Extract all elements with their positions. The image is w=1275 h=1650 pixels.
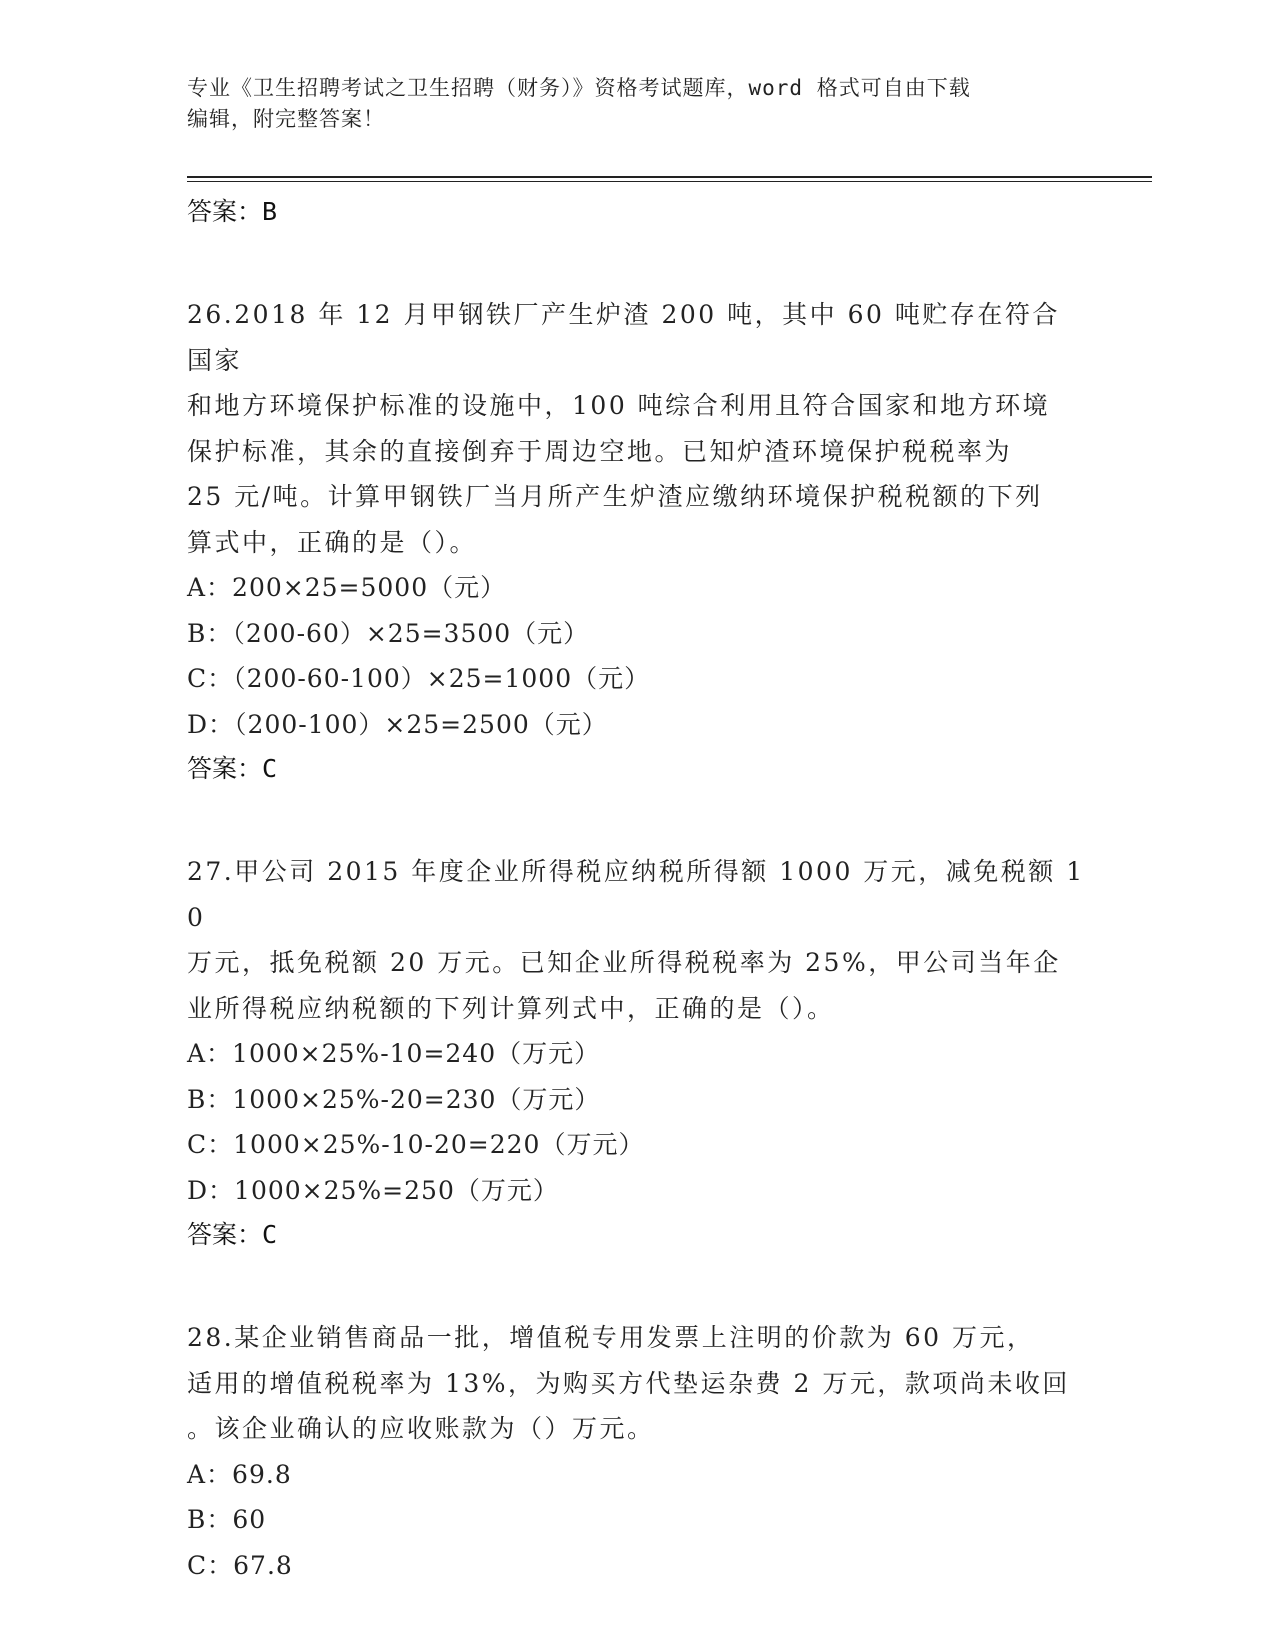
header-line-2: 编辑，附完整答案！ <box>187 107 385 131</box>
spacer <box>187 234 1087 292</box>
header-divider-thick <box>187 176 1152 178</box>
option-a: A：200×25=5000（元） <box>187 573 507 602</box>
stem-line: 。该企业确认的应收账款为（）万元。 <box>187 1414 655 1443</box>
spacer <box>187 1257 1087 1315</box>
stem-line: 保护标准，其余的直接倒弃于周边空地。已知炉渣环境保护税税率为 <box>187 436 1013 466</box>
stem-line: 27.甲公司 2015 年度企业所得税应纳税所得额 1000 万元，减免税额 10 <box>187 857 1085 932</box>
stem-line: 和地方环境保护标准的设施中，100 吨综合利用且符合国家和地方环境 <box>187 391 1051 420</box>
option-c: C：67.8 <box>187 1550 293 1580</box>
document-header <box>187 73 1087 135</box>
question-answer: 答案：C <box>187 754 278 783</box>
question-stem <box>187 849 1087 1031</box>
question-stem <box>187 292 1087 565</box>
question-27 <box>187 849 1087 1257</box>
option-b: B：60 <box>187 1505 267 1534</box>
stem-line: 万元，抵免税额 20 万元。已知企业所得税税率为 25%，甲公司当年企 <box>187 948 1061 977</box>
question-26 <box>187 292 1087 791</box>
stem-line: 业所得税应纳税额的下列计算列式中，正确的是（）。 <box>187 993 835 1023</box>
previous-answer: 答案：B <box>187 197 278 226</box>
option-a: A：1000×25%-10=240（万元） <box>187 1039 601 1068</box>
question-answer: 答案：C <box>187 1220 278 1249</box>
stem-line: 28.某企业销售商品一批，增值税专用发票上注明的价款为 60 万元， <box>187 1323 1035 1352</box>
stem-line: 适用的增值税税率为 13%，为购买方代垫运杂费 2 万元，款项尚未收回 <box>187 1368 1070 1398</box>
stem-line: 26.2018 年 12 月甲钢铁厂产生炉渣 200 吨，其中 60 吨贮存在符合国家 <box>187 300 1060 375</box>
stem-line: 25 元/吨。计算甲钢铁厂当月所产生炉渣应缴纳环境保护税税额的下列 <box>187 482 1043 511</box>
option-a: A：69.8 <box>187 1459 292 1489</box>
stem-line: 算式中，正确的是（）。 <box>187 527 478 557</box>
document-body <box>187 190 1087 1588</box>
option-b: B：（200-60）×25=3500（元） <box>187 618 590 648</box>
option-c: C：（200-60-100）×25=1000（元） <box>187 664 651 693</box>
option-d: D：（200-100）×25=2500（元） <box>187 709 608 739</box>
option-d: D：1000×25%=250（万元） <box>187 1175 559 1205</box>
option-c: C：1000×25%-10-20=220（万元） <box>187 1130 645 1159</box>
header-divider-thin <box>187 181 1152 182</box>
spacer <box>187 791 1087 849</box>
option-b: B：1000×25%-20=230（万元） <box>187 1084 601 1114</box>
header-line-1: 专业《卫生招聘考试之卫生招聘（财务）》资格考试题库，word 格式可自由下载 <box>187 76 971 100</box>
question-28 <box>187 1315 1087 1588</box>
question-stem <box>187 1315 1087 1452</box>
